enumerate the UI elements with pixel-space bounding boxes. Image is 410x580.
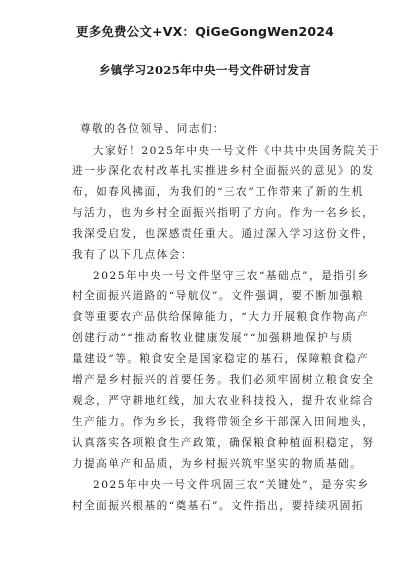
body-line: 进一步深化农村改革扎实推进乡村全面振兴的意见》的发 [72, 165, 375, 177]
body-line: 村全面振兴根基的“奠基石”。文件指出，要持续巩固拓 [72, 500, 364, 512]
body-line: 大家好！2025年中央一号文件《中共中央国务院关于 [93, 145, 380, 157]
body-line: 力提高单产和品质，为乡村振兴筑牢坚实的物质基础。 [72, 458, 363, 470]
body-line: 生产能力。作为乡长，我将带领全乡干部深入田间地头， [72, 416, 375, 428]
body-line: 布，如春风拂面，为我们的“三农”工作带来了新的生机 [72, 186, 364, 198]
document-title: 乡镇学习2025年中央一号文件研讨发言 [98, 63, 312, 77]
body-line: 村全面振兴道路的“导航仪”。文件强调，要不断加强粮 [72, 290, 364, 302]
body-line: 量建设”等。粮食安全是国家稳定的基石，保障粮食稳产 [72, 353, 370, 365]
body-line: 我有了以下几点体会： [72, 249, 193, 261]
body-line: 认真落实各项粮食生产政策，确保粮食种植面积稳定，努 [72, 437, 375, 449]
promo-banner: 更多免费公文+VX：QiGeGongWen2024 [75, 24, 335, 39]
body-line: 我深受启发，也深感责任重大。通过深入学习这份文件， [72, 228, 375, 240]
body-line: 观念，严守耕地红线，加大农业科技投入，提升农业综合 [72, 395, 375, 407]
body-line: 2025年中央一号文件巩固三农“关键处”，是夯实乡 [93, 479, 370, 491]
body-line: 食等重要农产品供给保障能力，“大力开展粮食作物高产 [72, 311, 370, 323]
body-line: 增产是乡村振兴的首要任务。我们必须牢固树立粮食安全 [72, 374, 375, 386]
body-line: 与活力，也为乡村全面振兴指明了方向。作为一名乡长， [72, 207, 375, 219]
body-line: 2025年中央一号文件坚守三农“基础点”，是指引乡 [93, 270, 370, 282]
body-line: 创建行动”“推动畜牧业健康发展”“加强耕地保护与质 [72, 332, 354, 344]
salutation: 尊敬的各位领导、同志们： [80, 123, 226, 135]
